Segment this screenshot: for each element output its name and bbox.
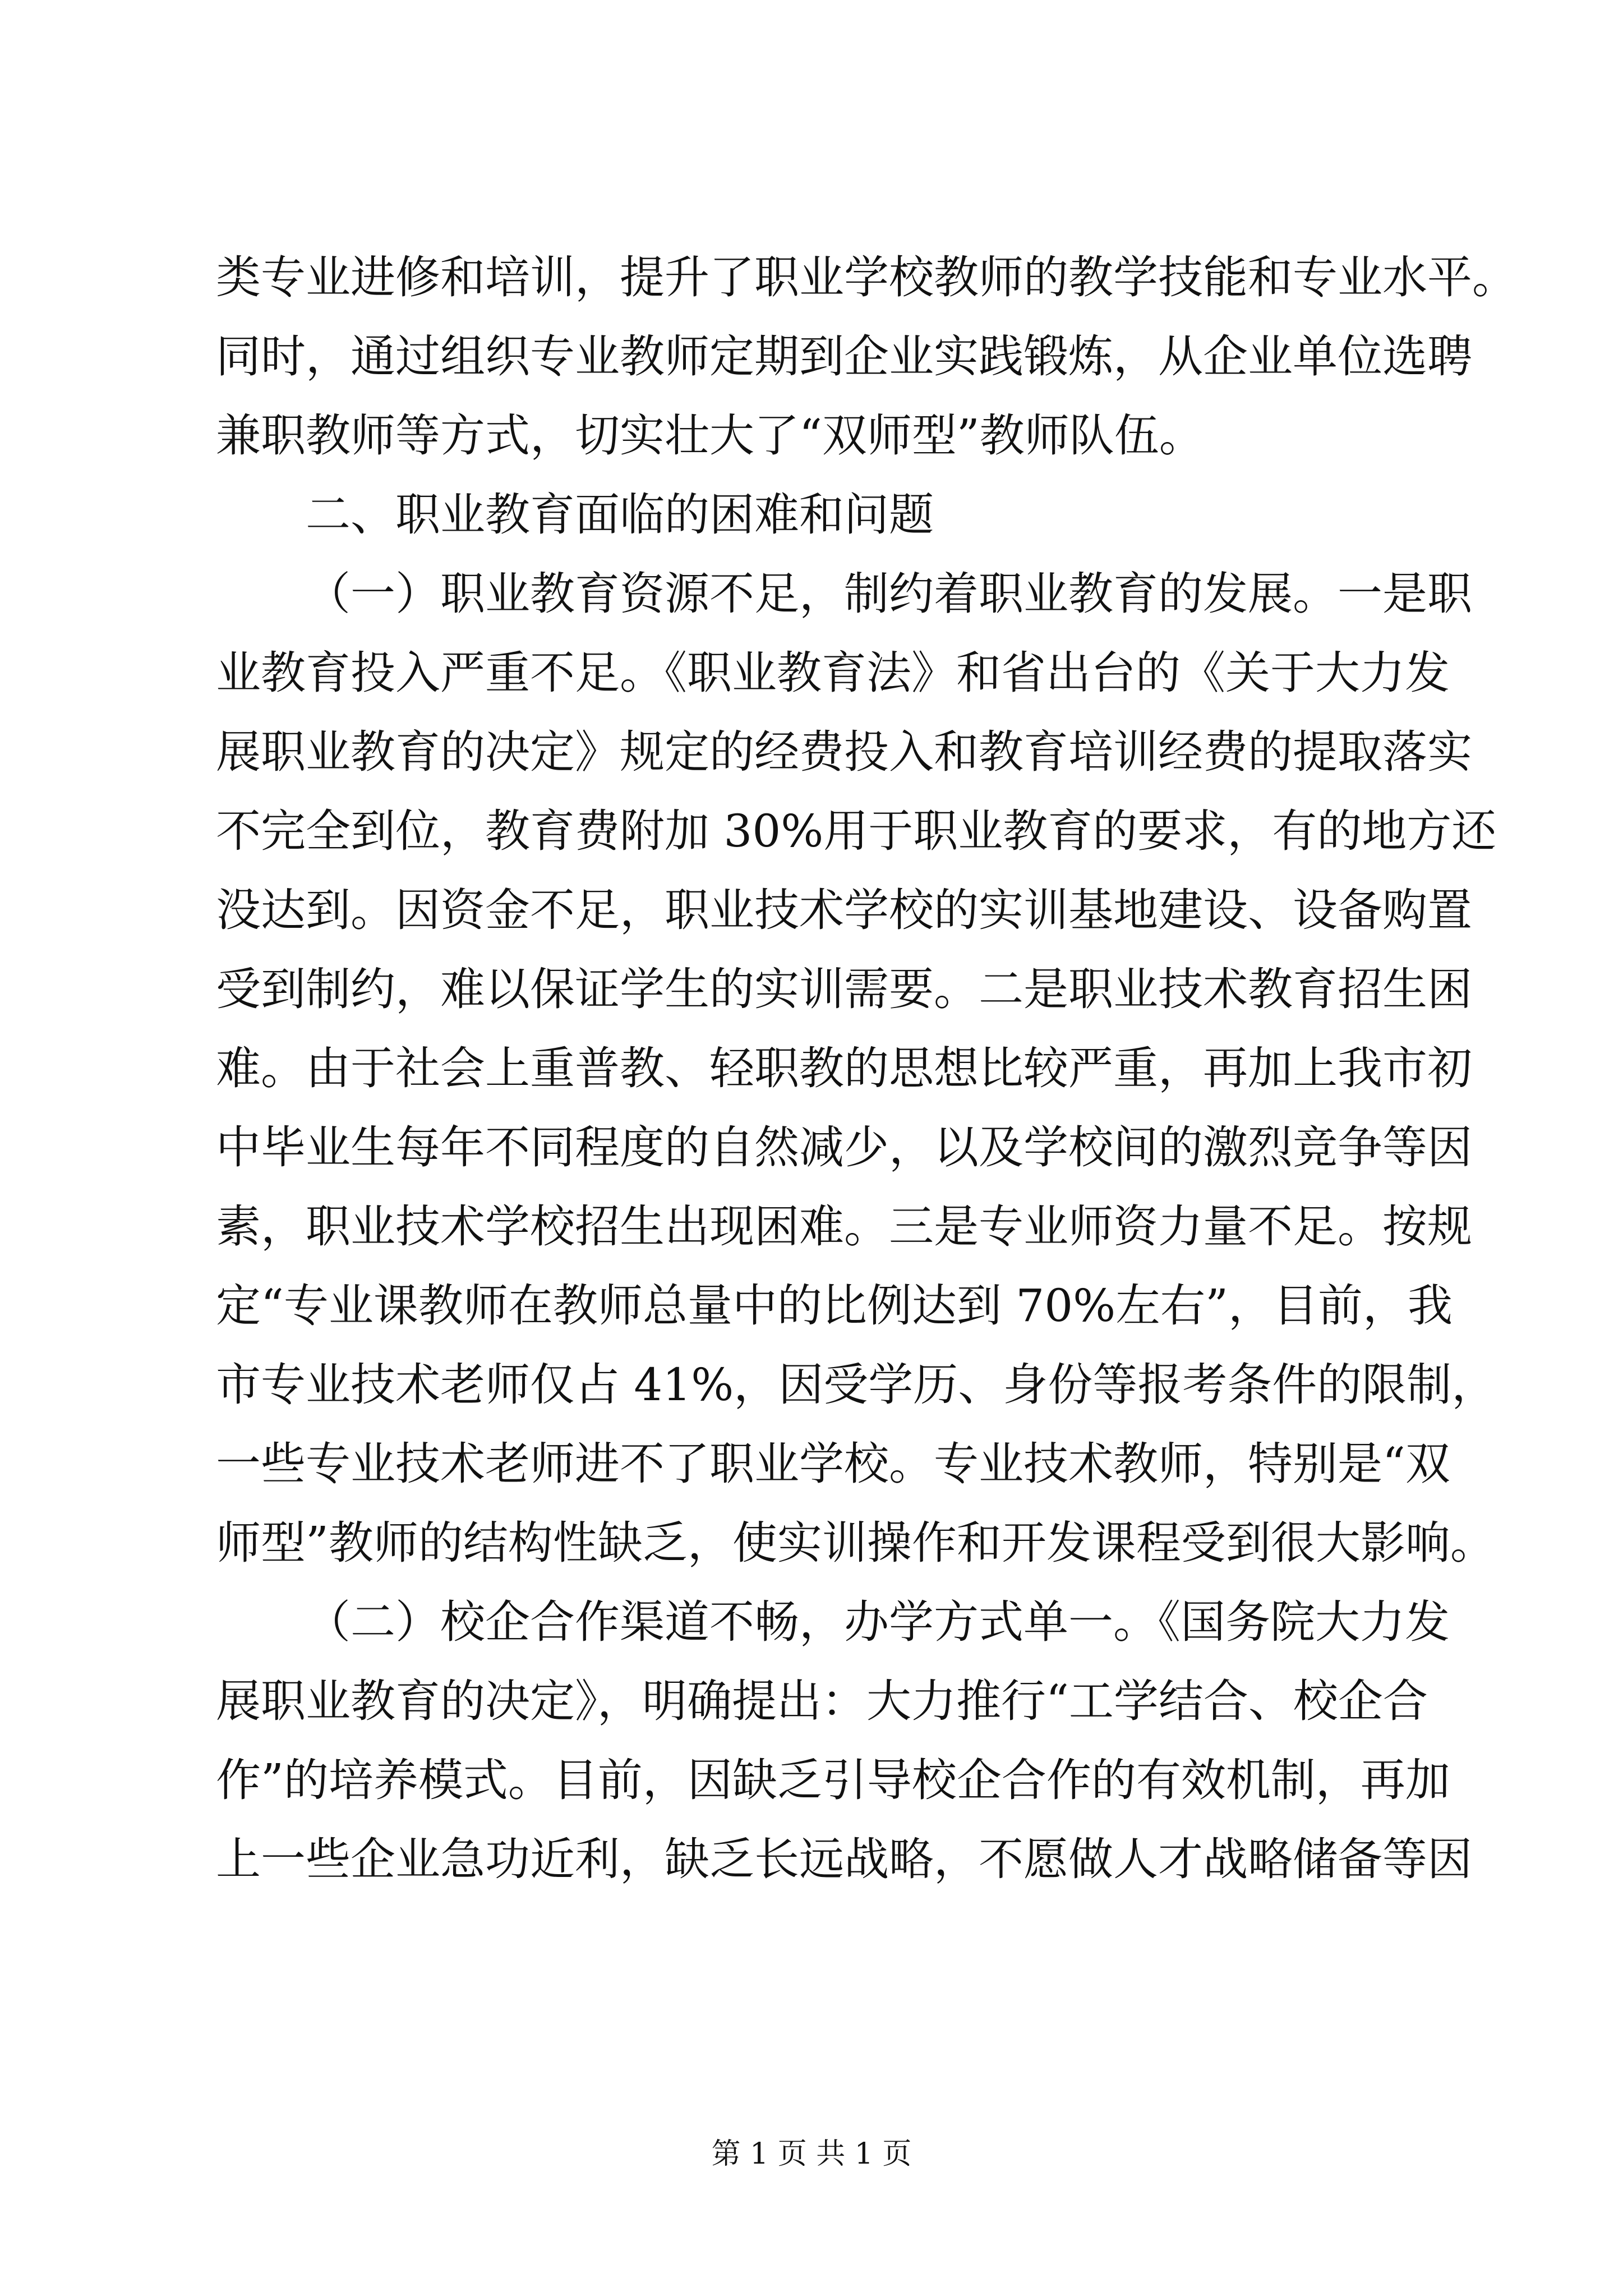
text-line: 展职业教育的决定》，明确提出：大力推行“工学结合、校企合 [216,1675,1428,1727]
text-line: 定“专业课教师在教师总量中的比例达到 70%左右”，目前，我 [216,1280,1453,1332]
text-line: 上一些企业急功近利，缺乏长远战略，不愿做人才战略储备等因 [216,1833,1472,1885]
text-line: 师型”教师的结构性缺乏，使实训操作和开发课程受到很大影响。 [216,1517,1495,1569]
text-line: （一）职业教育资源不足，制约着职业教育的发展。一是职 [306,568,1472,620]
text-line: 类专业进修和培训，提升了职业学校教师的教学技能和专业水平。 [216,251,1517,303]
text-line: 不完全到位，教育费附加 30%用于职业教育的要求，有的地方还 [216,805,1497,857]
text-line: 受到制约，难以保证学生的实训需要。二是职业技术教育招生困 [216,963,1472,1015]
text-line: 展职业教育的决定》规定的经费投入和教育培训经费的提取落实 [216,726,1472,778]
text-line: 难。由于社会上重普教、轻职教的思想比较严重，再加上我市初 [216,1042,1472,1094]
page-footer: 第 1 页 共 1 页 [711,2137,912,2171]
text-line: 一些专业技术老师进不了职业学校。专业技术教师，特别是“双 [216,1438,1450,1490]
text-line: 市专业技术老师仅占 41%，因受学历、身份等报考条件的限制， [216,1359,1497,1411]
text-line: 中毕业生每年不同程度的自然减少，以及学校间的激烈竞争等因 [216,1121,1472,1174]
text-line: 没达到。因资金不足，职业技术学校的实训基地建设、设备购置 [216,884,1472,936]
text-line: 业教育投入严重不足。《职业教育法》和省出台的《关于大力发 [216,647,1450,699]
text-line: 素，职业技术学校招生出现困难。三是专业师资力量不足。按规 [216,1200,1472,1253]
text-line: 兼职教师等方式，切实壮大了“双师型”教师队伍。 [216,409,1204,462]
text-line: 同时，通过组织专业教师定期到企业实践锻炼，从企业单位选聘 [216,330,1472,383]
text-line: （二）校企合作渠道不畅，办学方式单一。《国务院大力发 [306,1596,1450,1648]
section-heading: 二、职业教育面临的困难和问题 [306,489,934,541]
text-line: 作”的培养模式。目前，因缺乏引导校企合作的有效机制，再加 [216,1754,1450,1806]
